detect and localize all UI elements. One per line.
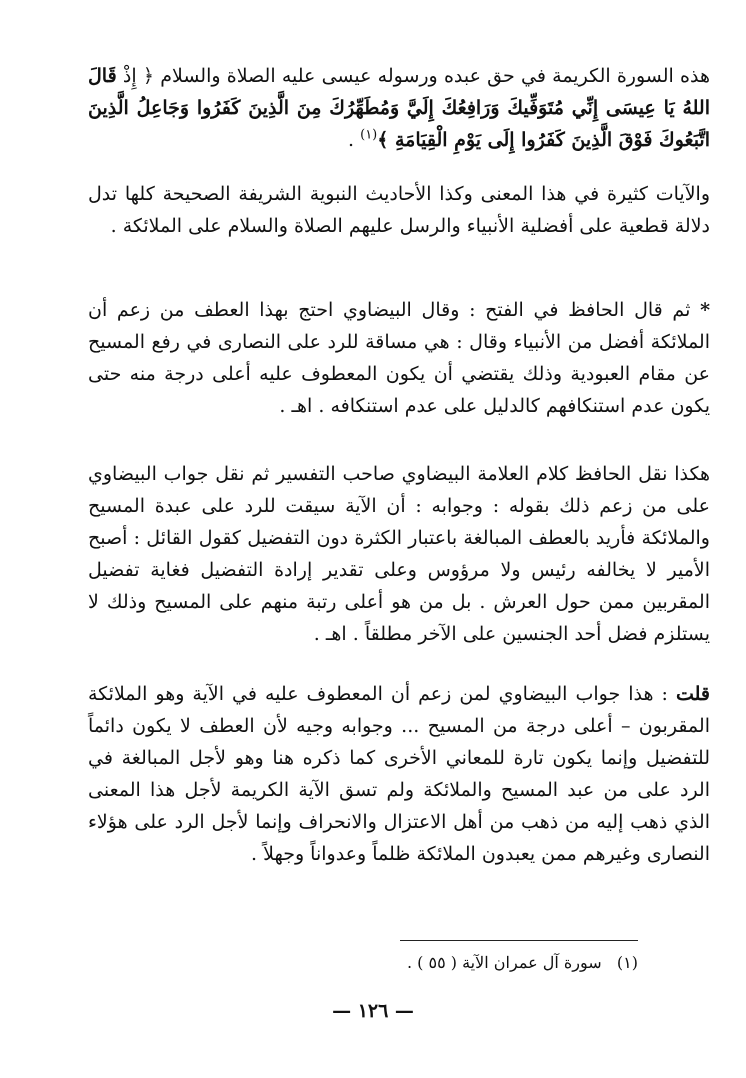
paragraph-verse-intro	[88, 60, 710, 156]
footnote	[300, 950, 638, 976]
comment-lead-word: قلت	[675, 683, 710, 705]
quran-verse: قَالَ اللهُ يَا عِيسَى إِنِّي مُتَوَفِّيكَ وَرَافِعُكَ إِلَيَّ وَمُطَهِّرُكَ مِنَ الَّذِينَ كَفَرُوا وَجَاعِلُ الَّذِينَ اتَّبَعُوكَ فَوْقَ الَّذِينَ كَفَرُوا إِلَى يَوْمِ الْقِيَامَةِ ﴾	[88, 65, 710, 151]
paragraph-hafiz-text: ثم قال الحافظ في الفتح : وقال البيضاوي احتج بهذا العطف من زعم أن الملائكة أفضل من الأنبياء وقال : هي مساقة للرد على النصارى في رفع المسيح عن مقام العبودية وذلك يقتضي أن يكون المعطوف عليه أعلى درجة منه حتى يكون عدم استنكافهم كالدليل على عدم استنكافه . اهـ .	[88, 299, 710, 417]
paragraph-verses-hadith: والآيات كثيرة في هذا المعنى وكذا الأحاديث النبوية الشريفة الصحيحة كلها تدل دلالة قطعية على أفضلية الأنبياء والرسل عليهم الصلاة والسلام على الملائكة .	[88, 183, 710, 237]
comment-text: : هذا جواب البيضاوي لمن زعم أن المعطوف عليه في الآية وهو الملائكة المقربون – أعلى درجة من المسيح ... وجوابه وجيه لأن العطف لا يكون دائماً للتفضيل وإنما يكون تارة للمعاني الأخرى كما ذكره هنا وهو لأجل المبالغة في الرد على من عبد المسيح والملائكة ولم تسق الآية الكريمة لأجل هذا المعنى الذي ذهب إليه من ذهب من أهل الاعتزال والانحراف وإنما لأجل الرد على هؤلاء النصارى وغيرهم ممن يعبدون الملائكة ظلماً وعدواناً وجهلاً .	[88, 683, 710, 865]
paragraph-hafiz-quote	[88, 294, 710, 422]
paragraph-author-comment	[88, 678, 710, 870]
footnote-divider	[400, 940, 638, 941]
paragraph-intro-text: هذه السورة الكريمة في حق عبده ورسوله عيسى عليه الصلاة والسلام ﴿ إِذْ	[122, 65, 710, 87]
footnote-number: (١)	[616, 953, 638, 972]
asterisk-mark: *	[700, 299, 710, 321]
footnote-reference: (١)	[360, 127, 378, 143]
paragraph-end-mark: .	[348, 129, 361, 151]
footnote-text: سورة آل عمران الآية ( ٥٥ ) .	[407, 953, 602, 972]
paragraph-baydawi-answer: هكذا نقل الحافظ كلام العلامة البيضاوي صاحب التفسير ثم نقل جواب البيضاوي على من زعم ذلك بقوله : وجوابه : أن الآية سيقت للرد على عبدة المسيح والملائكة فأريد بالعطف المبالغة باعتبار الكثرة دون التفضيل كقول القائل : أصبح الأمير لا يخالفه رئيس ولا مرؤوس وعلى تقدير إرادة التفضيل فغاية تفضيل المقربين ممن حول العرش . بل من هو أعلى رتبة منهم على المسيح وذلك لا يستلزم فضل أحد الجنسين على الآخر مطلقاً . اهـ .	[88, 463, 710, 645]
page-number: — ١٢٦ —	[332, 1000, 414, 1022]
